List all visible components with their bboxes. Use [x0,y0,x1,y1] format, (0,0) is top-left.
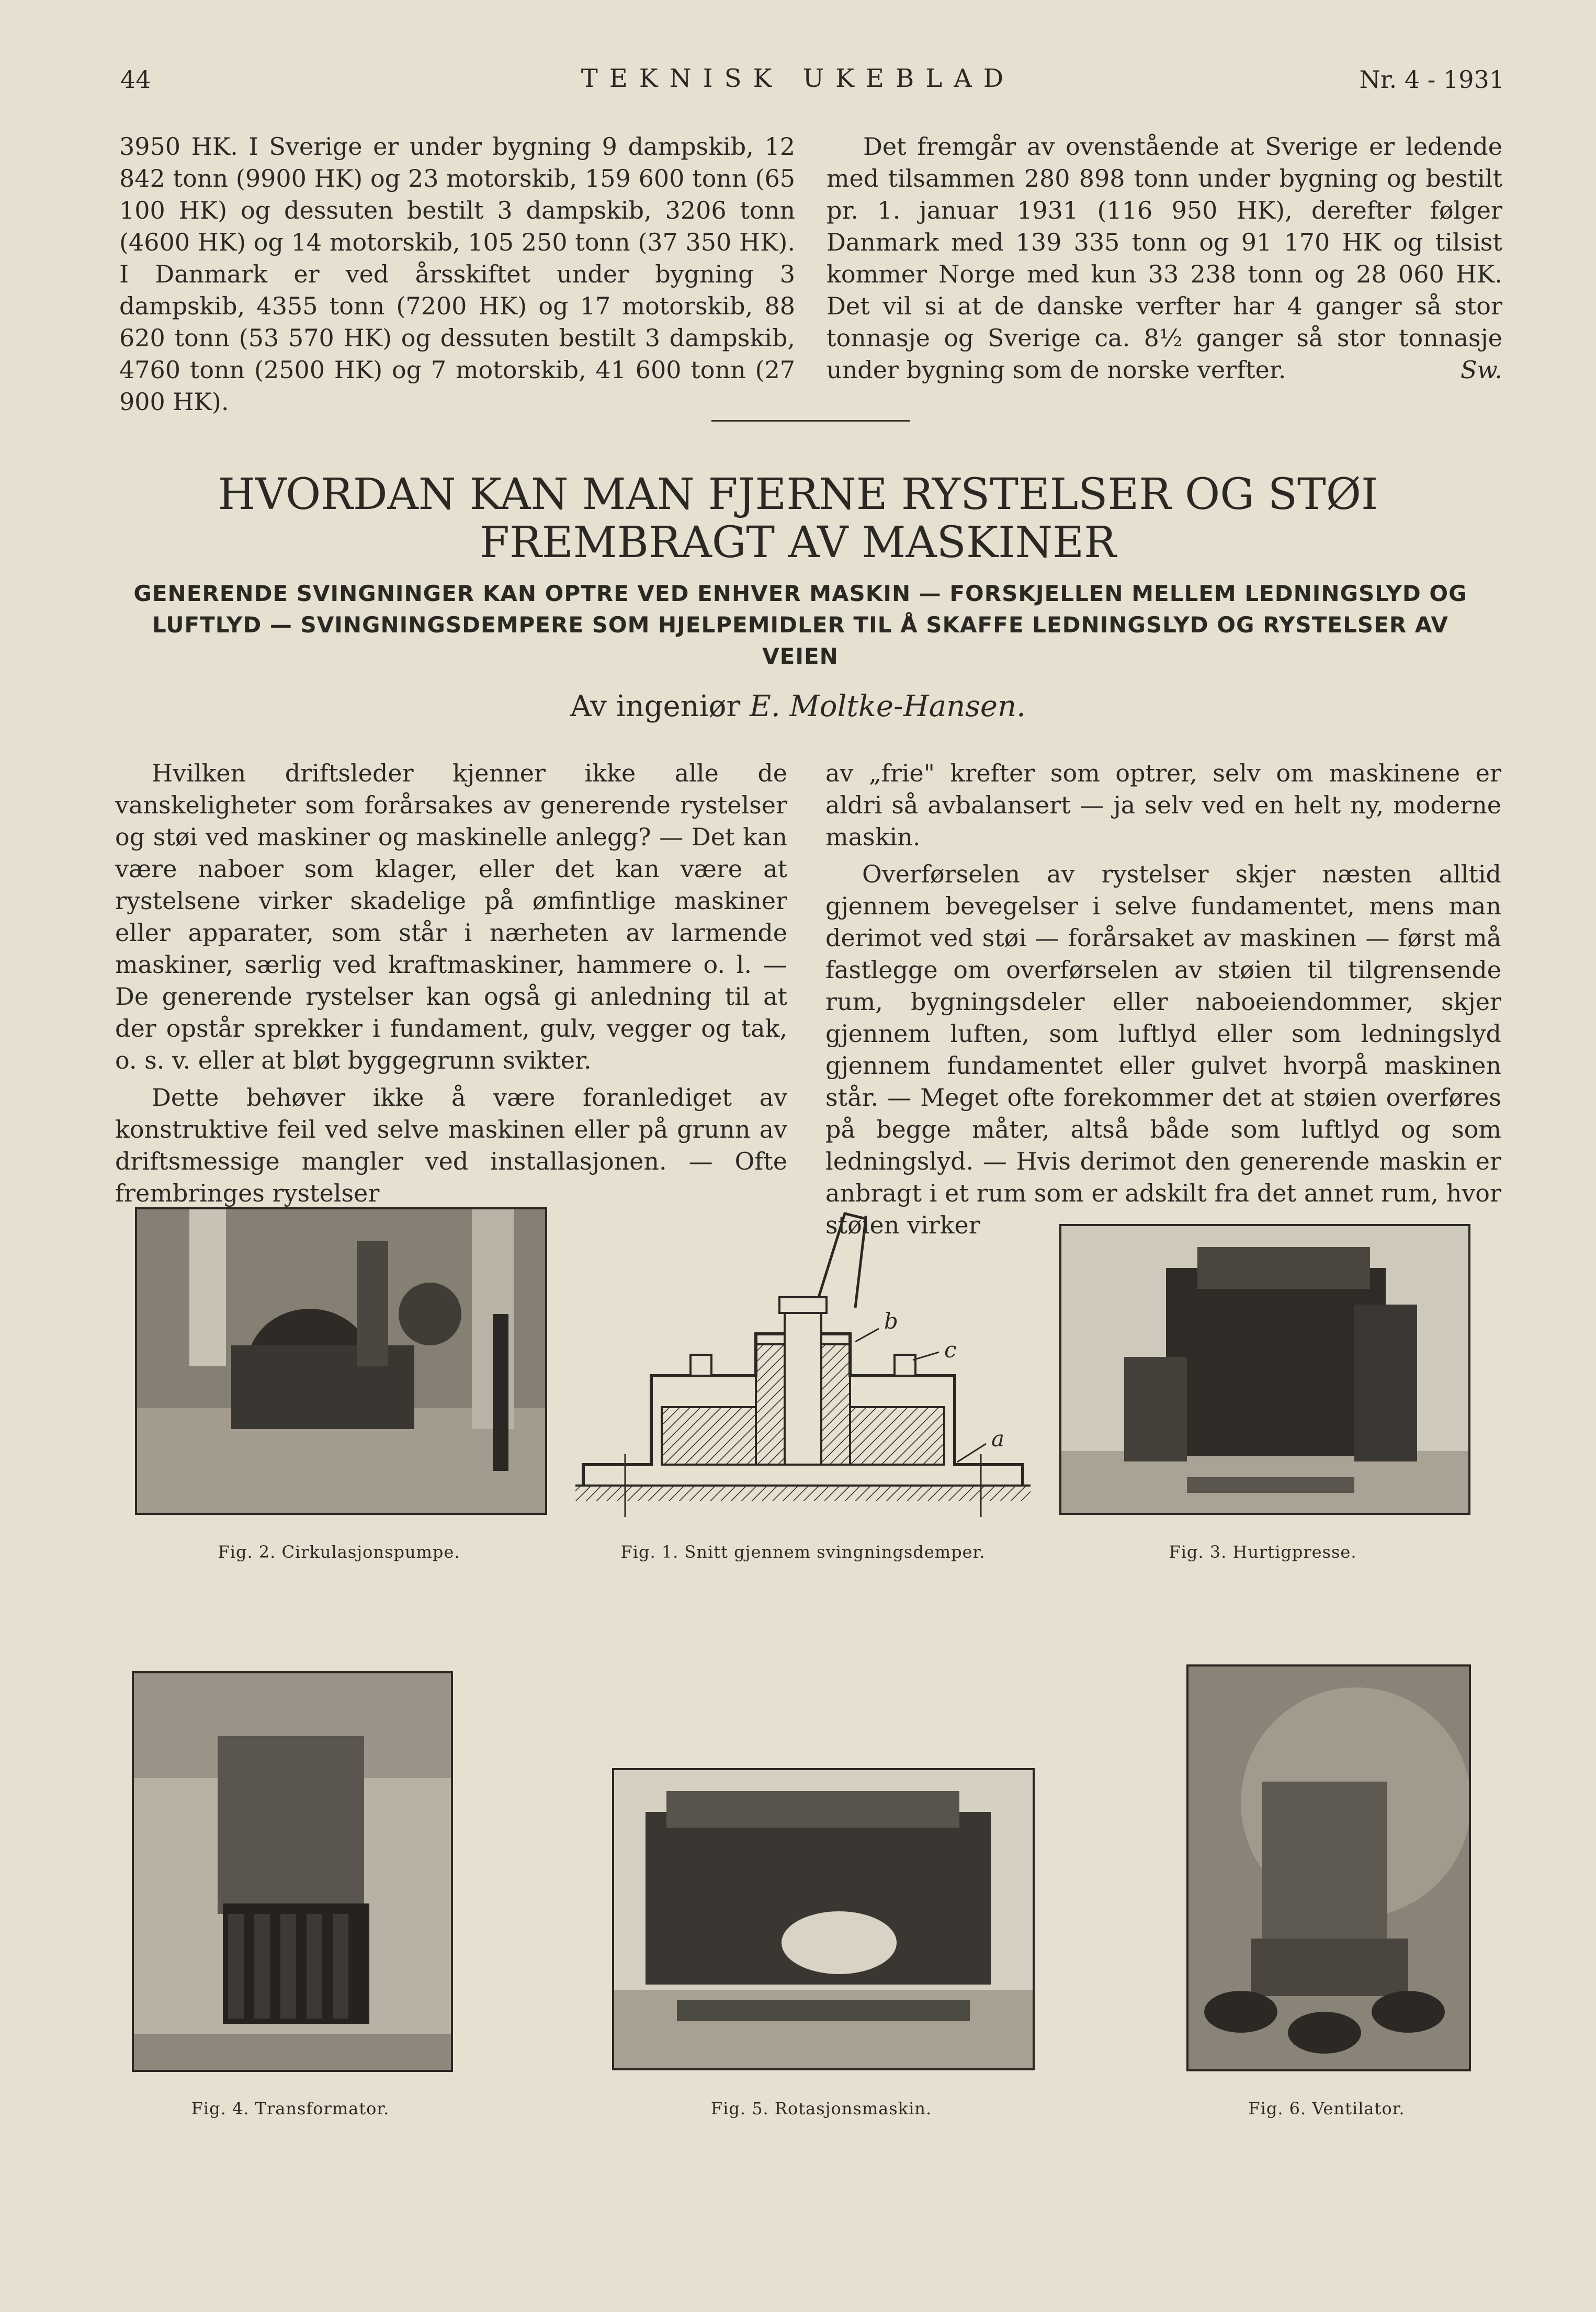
fig6-photo [1186,1664,1471,2071]
article-title [0,471,1596,567]
page-number: 44 [120,65,151,94]
article-left-column [115,757,787,1209]
fig4-caption: Fig. 4. Transformator. [191,2099,390,2118]
fig5-photo [612,1768,1035,2070]
article-subtitle: GENERENDE SVINGNINGER KAN OPTRE VED ENHVER MASKIN — FORSKJELLEN MELLEM LEDNINGSLYD OG LUFTLYD — SVINGNINGSDEMPERE SOM HJELPEMIDLER TIL Å SKAFFE LEDNINGSLYD OG RYSTELSER AV VEIEN [133,581,1467,669]
top-right-column [827,131,1502,386]
fig1-diagram [573,1203,1033,1527]
issue-number: Nr. 4 - 1931 [1359,65,1504,94]
fig2-caption: Fig. 2. Cirkulasjonspumpe. [218,1542,460,1562]
article-paragraph: av „frie" krefter som optrer, selv om maskinene er aldri så avbalansert — ja selv ved en helt ny, moderne maskin. [825,759,1501,851]
fig2-photo [135,1207,547,1515]
diagram-label-c: c [944,1337,957,1363]
fig3-photo [1059,1224,1470,1515]
section-divider [711,420,910,422]
article-right-column [825,757,1501,1241]
article-title-line2: FREMBRAGT AV MASKINER [480,518,1116,568]
fig4-photo [132,1671,453,2072]
fig1-caption: Fig. 1. Snitt gjennem svingningsdemper. [620,1542,986,1562]
top-right-paragraph: Det fremgår av ovenstående at Sverige er ledende med tilsammen 280 898 tonn under bygning og bestilt pr. 1. januar 1931 (116 950 HK), derefter følger Danmark med 139 335 tonn og 91 170 HK og tilsist kommer Norge med kun 33 238 tonn og 28 060 HK. Det vil si at de danske verfter har 4 ganger så stor tonnasje og Sverige ca. 8½ ganger så stor tonnasje under bygning som de norske verfter. [827,132,1502,384]
fig3-caption: Fig. 3. Hurtigpresse. [1169,1542,1357,1562]
fig6-caption: Fig. 6. Ventilator. [1248,2099,1405,2118]
byline-author: E. Moltke-Hansen. [749,689,1026,723]
diagram-label-a: a [991,1426,1005,1452]
article-paragraph: Dette behøver ikke å være foranlediget av konstruktive feil ved selve maskinen eller på grunn av driftsmessige mangler ved installasjonen. — Ofte frembringes rystelser [115,1083,787,1207]
byline-prefix: Av ingeniør [570,689,741,723]
fig5-caption: Fig. 5. Rotasjonsmaskin. [710,2099,932,2118]
diagram-label-b: b [884,1308,898,1334]
top-left-paragraph: 3950 HK. I Sverige er under bygning 9 dampskib, 12 842 tonn (9900 HK) og 23 motorskib, 159 600 tonn (65 100 HK) og dessuten bestilt 3 dampskib, 3206 tonn (4600 HK) og 14 motorskib, 105 250 tonn (37 350 HK). I Danmark er ved årsskiftet under bygning 3 dampskib, 4355 tonn (7200 HK) og 17 motorskib, 88 620 tonn (53 570 HK) og dessuten bestilt 3 dampskib, 4760 tonn (2500 HK) og 7 motorskib, 41 600 tonn (27 900 HK). [119,132,795,416]
article-paragraph: Overførselen av rystelser skjer næsten alltid gjennem bevegelser i selve fundamentet, mens man derimot ved støi — forårsaket av maskinen — først må fastlegge om overførselen av støien til tilgrensende rum, bygningsdeler eller naboeiendommer, skjer gjennem luften, som luftlyd eller som ledningslyd gjennem fundamentet eller gulvet hvorpå maskinen står. — Meget ofte forekommer det at støien overføres på begge måter, altså både som luftlyd og som ledningslyd. — Hvis derimot den generende maskin er anbragt i et rum som er adskilt fra det annet rum, hvor støien virker [825,860,1501,1239]
article-title-line1: HVORDAN KAN MAN FJERNE RYSTELSER OG STØI [218,470,1378,519]
article-byline [0,689,1596,723]
top-left-column [119,131,795,418]
article-paragraph: Hvilken driftsleder kjenner ikke alle de vanskeligheter som forårsakes av generende rystelser og støi ved maskiner og maskinelle anlegg? — Det kan være naboer som klager, eller det kan være at rystelsene virker skadelige på ømfintlige maskiner eller apparater, som står i nærheten av larmende maskiner, særlig ved kraftmaskiner, hammere o. l. — De generende rystelser kan også gi anledning til at der opstår sprekker i fundament, gulv, vegger og tak, o. s. v. eller at bløt byggegrunn svikter. [115,759,787,1074]
journal-title: TEKNISK UKEBLAD [581,64,1015,93]
top-right-signature: Sw. [1460,356,1502,384]
